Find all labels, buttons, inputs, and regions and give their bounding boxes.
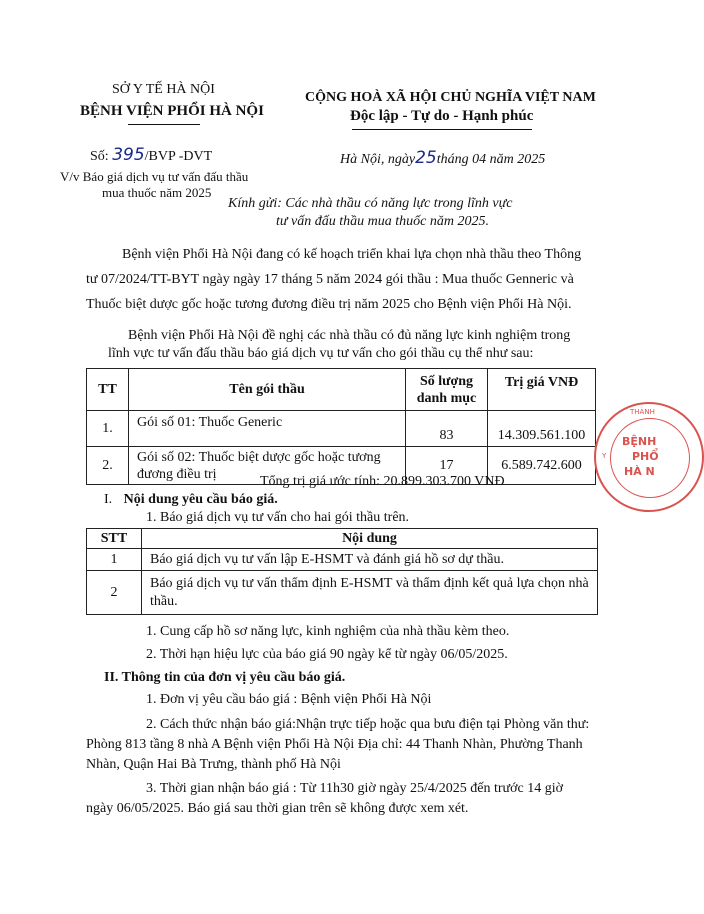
- motto-underline: [352, 129, 532, 130]
- issue-date: [340, 148, 545, 168]
- stamp-line-1: BỆNH: [622, 435, 657, 448]
- stamp-arc-top: THÀNH: [630, 408, 655, 416]
- stamp-text: [622, 434, 659, 479]
- col-header-value: Trị giá VNĐ: [488, 369, 596, 411]
- request-paragraph-line-1: Bệnh viện Phổi Hà Nội đề nghị các nhà thầu có đủ năng lực kinh nghiệm trong: [128, 328, 571, 343]
- doc-number-suffix: /BVP -DVT: [144, 149, 213, 164]
- subject-line-1: V/v Báo giá dịch vụ tư vấn đấu thầu: [60, 169, 249, 184]
- doc-number-prefix: Số:: [90, 149, 109, 164]
- section-2-item-3-line-1: 3. Thời gian nhận báo giá : Từ 11h30 giờ ngày 25/4/2025 đến trước 14 giờ: [146, 781, 564, 796]
- packages-table: [86, 368, 596, 485]
- hospital-name: BỆNH VIỆN PHỔI HÀ NỘI: [80, 103, 264, 119]
- section-2-item-1: 1. Đơn vị yêu cầu báo giá : Bệnh viện Phổi Hà Nội: [146, 692, 432, 707]
- section-2-item-2-line-1: 2. Cách thức nhận báo giá:Nhận trực tiếp hoặc qua bưu điện tại Phòng văn thư:: [146, 717, 590, 732]
- row-content: [142, 571, 598, 615]
- row-stt: 2: [87, 571, 142, 615]
- date-prefix: Hà Nội, ngày: [340, 152, 416, 167]
- stamp-line-3: HÀ N: [624, 465, 655, 478]
- row-stt: 1: [87, 549, 142, 571]
- table-row: [87, 571, 598, 615]
- recipient-line-2: tư vấn đấu thầu mua thuốc năm 2025.: [276, 214, 489, 229]
- national-motto: Độc lập - Tự do - Hạnh phúc: [350, 108, 534, 124]
- row-value: 6.589.742.600: [488, 447, 596, 485]
- request-paragraph-line-2: lĩnh vực tư vấn đấu thầu báo giá dịch vụ tư vấn cho gói thầu cụ thể như sau:: [108, 346, 534, 361]
- intro-paragraph-line-2: tư 07/2024/TT-BYT ngày ngày 17 tháng 5 năm 2024 gói thầu : Mua thuốc Genneric và: [86, 272, 574, 287]
- section-1-number: I.: [104, 492, 113, 507]
- section-2-item-2-line-3: Nhàn, Quận Hai Bà Trưng, thành phố Hà Nội: [86, 757, 341, 772]
- table-row: [87, 549, 598, 571]
- row-content: Báo giá dịch vụ tư vấn lập E-HSMT và đánh giá hồ sơ dự thầu.: [142, 549, 598, 571]
- col-header-quantity-l2: danh mục: [416, 390, 477, 406]
- row-tt: 2.: [87, 447, 129, 485]
- intro-paragraph-line-1: Bệnh viện Phổi Hà Nội đang có kế hoạch triển khai lựa chọn nhà thầu theo Thông: [122, 247, 582, 262]
- table-row: [87, 411, 596, 447]
- col-header-quantity: [406, 369, 488, 411]
- section-2-item-3-line-2: ngày 06/05/2025. Báo giá sau thời gian trên sẽ không được xem xét.: [86, 801, 469, 816]
- row-quantity: 83: [406, 411, 488, 447]
- row-content-l2: thầu.: [150, 593, 178, 609]
- document-number: [90, 145, 212, 165]
- after-table-item-1: 1. Cung cấp hồ sơ năng lực, kinh nghiệm của nhà thầu kèm theo.: [146, 624, 510, 639]
- hospital-underline: [128, 124, 200, 125]
- col-header-quantity-l1: Số lượng: [419, 373, 474, 389]
- row-package-name-l2: đương điều trị: [137, 466, 217, 482]
- col-header-package-name: Tên gói thầu: [129, 369, 406, 411]
- recipient-line-1: Kính gửi: Các nhà thầu có năng lực trong lĩnh vực: [228, 196, 513, 211]
- row-value: 14.309.561.100: [488, 411, 596, 447]
- row-quantity: 17: [406, 447, 488, 485]
- date-day-handwritten: 25: [415, 148, 437, 168]
- section-1-item-1: 1. Báo giá dịch vụ tư vấn cho hai gói thầu trên.: [146, 510, 410, 525]
- content-table: [86, 528, 598, 615]
- doc-number-handwritten: 395: [112, 145, 145, 165]
- section-2-heading: II. Thông tin của đơn vị yêu cầu báo giá.: [104, 670, 346, 685]
- row-package-name-l1: Gói số 02: Thuốc biệt dược gốc hoặc tương: [137, 449, 381, 465]
- section-1-title: Nội dung yêu cầu báo giá.: [123, 492, 278, 507]
- row-content-l1: Báo giá dịch vụ tư vấn thẩm định E-HSMT và thẩm định kết quả lựa chọn nhà: [150, 575, 589, 591]
- subject-line-2: mua thuốc năm 2025: [102, 185, 212, 200]
- row-tt: 1.: [87, 411, 129, 447]
- date-rest: tháng 04 năm 2025: [436, 152, 546, 167]
- packages-table-header: [87, 369, 596, 411]
- section-2-item-2-line-2: Phòng 813 tầng 8 nhà A Bệnh viện Phổi Hà Nội Địa chỉ: 44 Thanh Nhàn, Phường Thanh: [86, 737, 583, 752]
- section-1-heading: [104, 492, 278, 508]
- after-table-item-2: 2. Thời hạn hiệu lực của báo giá 90 ngày kể từ ngày 06/05/2025.: [146, 647, 508, 662]
- stamp-arc-left: Y: [602, 452, 607, 460]
- nation-title: CỘNG HOÀ XÃ HỘI CHỦ NGHĨA VIỆT NAM: [305, 90, 596, 105]
- col-header-tt: TT: [87, 369, 129, 411]
- col-header-content: Nội dung: [142, 529, 598, 549]
- col-header-stt: STT: [87, 529, 142, 549]
- intro-paragraph-line-3: Thuốc biệt dược gốc hoặc tương đương điều trị năm 2025 cho Bệnh viện Phổi Hà Nội.: [86, 297, 572, 312]
- row-package-name: Gói số 01: Thuốc Generic: [129, 411, 406, 447]
- ministry-name: SỞ Y TẾ HÀ NỘI: [112, 82, 215, 97]
- total-estimate: Tổng trị giá ước tính: 20.899.303.700 VNĐ: [260, 474, 505, 489]
- hospital-stamp: [594, 402, 704, 512]
- content-table-header: [87, 529, 598, 549]
- stamp-line-2: PHỔ: [632, 450, 659, 463]
